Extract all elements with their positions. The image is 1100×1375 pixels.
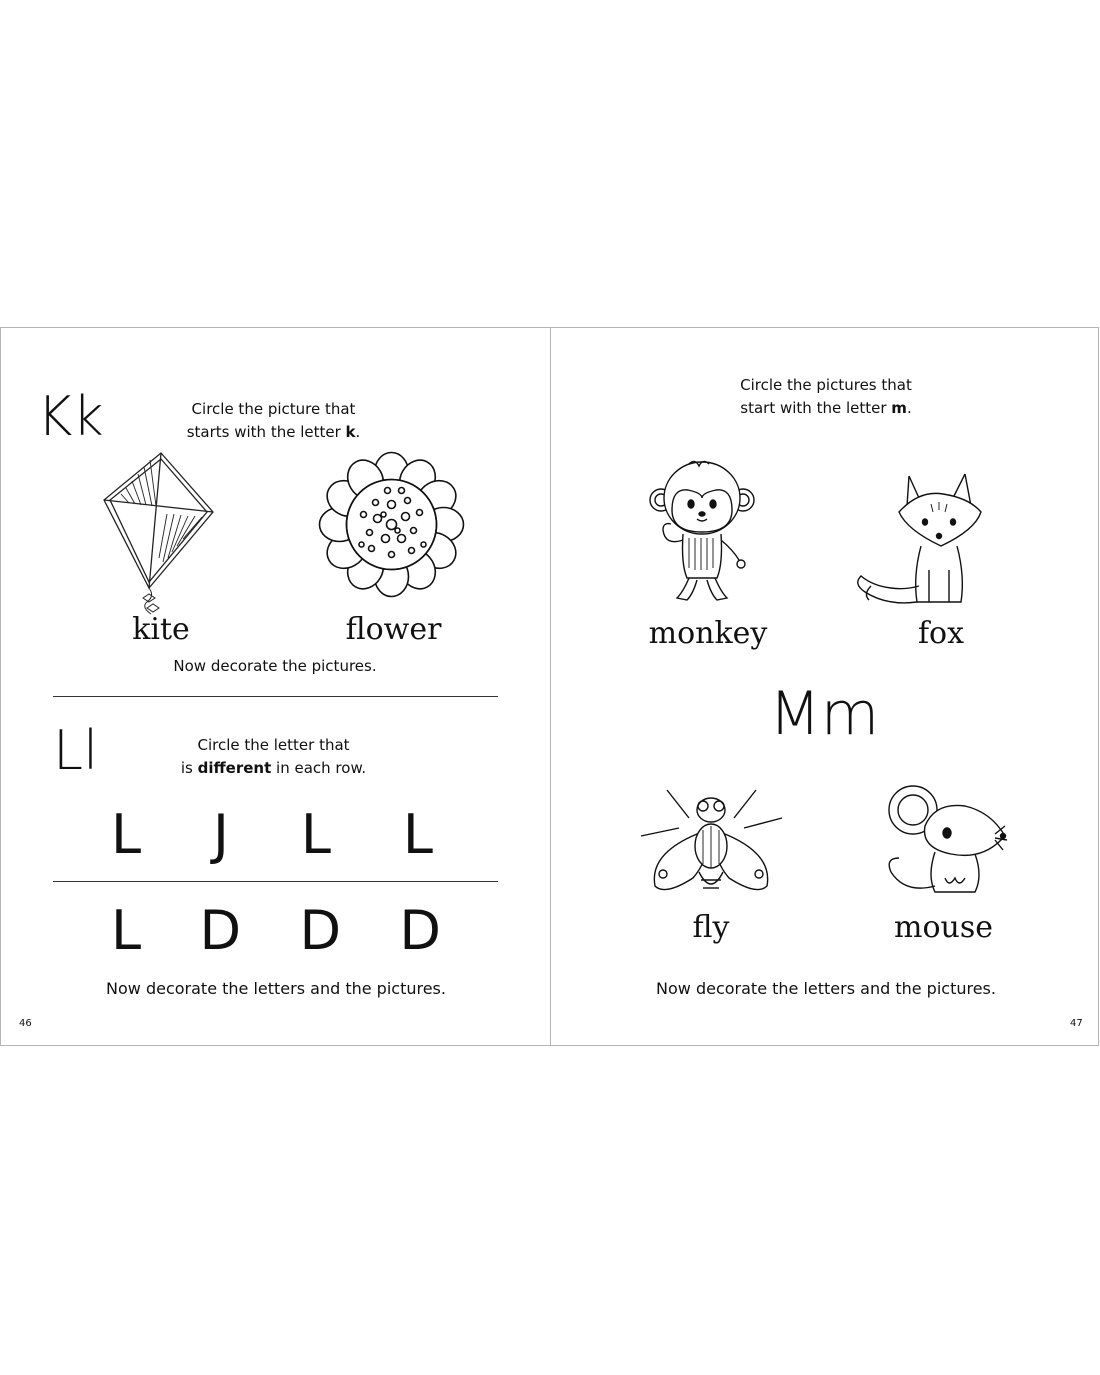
l-instruction-line2: is different in each row. bbox=[180, 759, 367, 777]
letter-row-2 bbox=[111, 899, 441, 962]
page-number-left: 46 bbox=[19, 1018, 32, 1029]
word-monkey: monkey bbox=[648, 616, 768, 651]
word-fox: fox bbox=[917, 616, 965, 651]
l-bold-word: different bbox=[197, 759, 272, 777]
row2-letter-3: D bbox=[299, 899, 342, 962]
row1-letter-1: L bbox=[111, 803, 142, 866]
m-target-letter: m bbox=[891, 399, 907, 417]
k-footer: Now decorate the pictures. bbox=[173, 657, 377, 675]
m-instruction-line1: Circle the pictures that bbox=[740, 376, 912, 394]
m-instruction-line2: start with the letter m. bbox=[740, 399, 912, 417]
word-flower: flower bbox=[345, 612, 442, 647]
monkey-icon bbox=[647, 458, 757, 608]
letter-k-heading: Kk bbox=[37, 385, 104, 448]
letter-l-heading: Ll bbox=[53, 719, 99, 782]
row2-letter-2: D bbox=[199, 899, 242, 962]
right-page bbox=[550, 328, 1100, 1045]
letter-row-1 bbox=[111, 803, 433, 866]
mouse-icon bbox=[885, 778, 1010, 903]
word-kite: kite bbox=[132, 612, 190, 647]
k-instruction-line1: Circle the picture that bbox=[191, 400, 356, 418]
left-page bbox=[1, 328, 550, 1045]
row-divider bbox=[53, 881, 498, 882]
section-divider bbox=[53, 696, 498, 697]
k-target-letter: k bbox=[345, 423, 356, 441]
word-mouse: mouse bbox=[894, 910, 993, 945]
fly-icon bbox=[639, 788, 784, 903]
page-number-right: 47 bbox=[1070, 1018, 1083, 1029]
m-footer: Now decorate the letters and the pictures. bbox=[656, 979, 996, 998]
l-footer: Now decorate the letters and the pictures. bbox=[106, 979, 446, 998]
k-instruction-line2: starts with the letter k. bbox=[186, 423, 361, 441]
kite-icon bbox=[101, 450, 216, 615]
row1-letter-3: L bbox=[300, 803, 331, 866]
flower-icon bbox=[319, 452, 464, 597]
row2-letter-1: L bbox=[111, 899, 142, 962]
fox-icon bbox=[857, 466, 982, 611]
row1-letter-2: J bbox=[213, 803, 229, 866]
word-fly: fly bbox=[692, 910, 730, 945]
row2-letter-4: D bbox=[399, 899, 441, 962]
book-spread bbox=[0, 327, 1099, 1046]
l-instruction bbox=[151, 734, 396, 780]
l-instruction-line1: Circle the letter that bbox=[197, 736, 350, 754]
k-instruction bbox=[151, 398, 396, 444]
m-instruction bbox=[701, 374, 951, 420]
letter-m-heading: Mm bbox=[769, 679, 880, 749]
row1-letter-4: L bbox=[402, 803, 433, 866]
